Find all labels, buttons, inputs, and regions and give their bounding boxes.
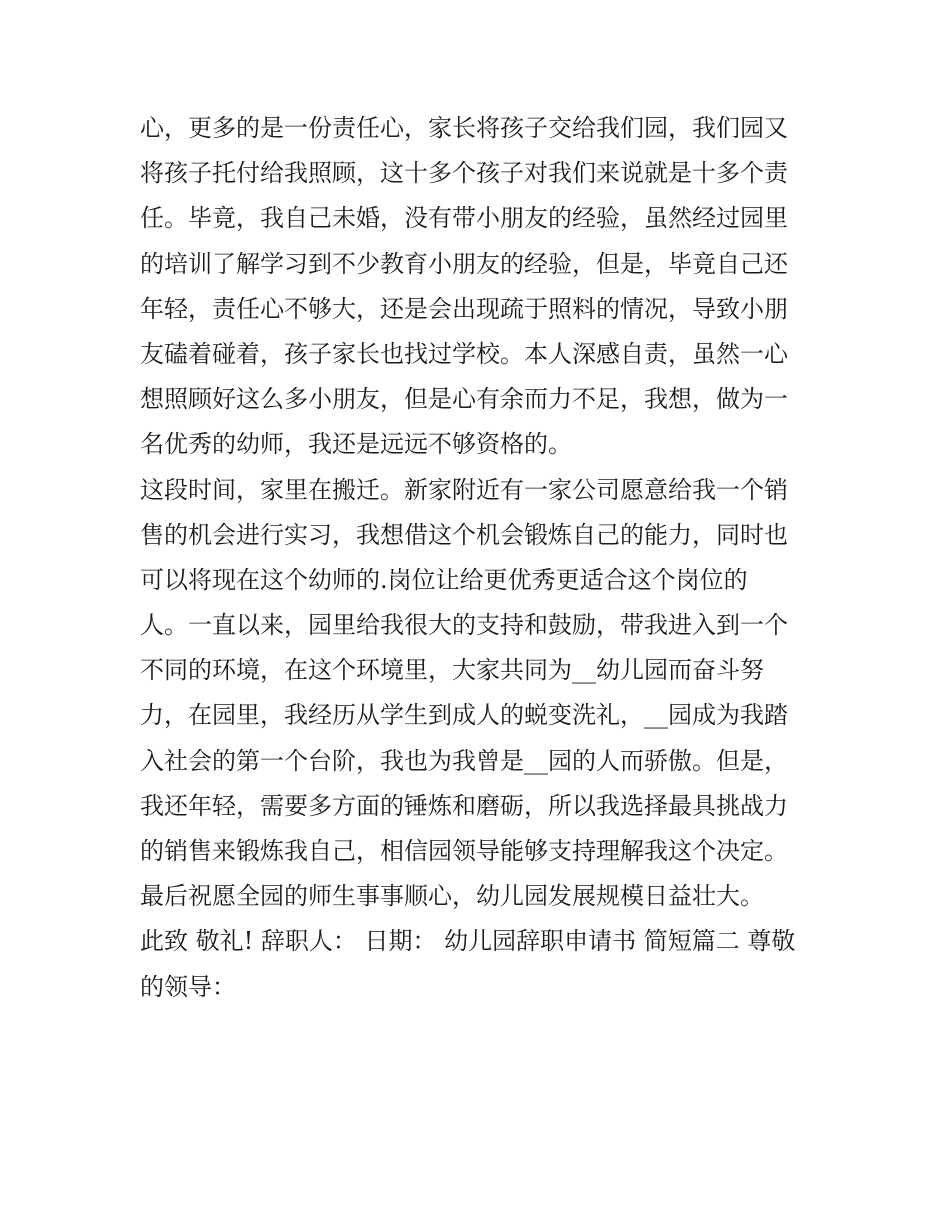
- text-line: 这段时间，家里在搬迁。新家附近有一家公司愿意给我一个销: [140, 475, 788, 504]
- text-line: 此致 敬礼! 辞职人： 日期： 幼儿园辞职申请书 简短篇二 尊敬: [140, 927, 796, 956]
- text-line: 的销售来锻炼我自己，相信园领导能够支持理解我这个决定。: [140, 837, 788, 865]
- text-line: 售的机会进行实习，我想借这个机会锻炼自己的能力，同时也: [140, 520, 788, 549]
- text-line: 最后祝愿全园的师生事事顺心，幼儿园发展规模日益壮大。: [140, 882, 764, 911]
- text-line: 将孩子托付给我照顾，这十多个孩子对我们来说就是十多个责: [140, 159, 788, 188]
- text-line: 年轻，责任心不够大，还是会出现疏于照料的情况，导致小朋: [140, 294, 788, 323]
- letter-body: [140, 106, 820, 1010]
- text-line: 不同的环境，在这个环境里，大家共同为__幼儿园而奋斗努: [140, 656, 764, 685]
- text-line: 我还年轻，需要多方面的锤炼和磨砺，所以我选择最具挑战力: [140, 791, 788, 820]
- text-line: 入社会的第一个台阶，我也为我曾是__园的人而骄傲。但是，: [140, 746, 788, 775]
- text-line: 力，在园里，我经历从学生到成人的蜕变洗礼，__园成为我踏: [140, 701, 788, 730]
- text-line: 想照顾好这么多小朋友，但是心有余而力不足，我想，做为一: [140, 385, 788, 414]
- text-line: 友磕着碰着，孩子家长也找过学校。本人深感自责，虽然一心: [140, 339, 788, 368]
- text-line: 名优秀的幼师，我还是远远不够资格的。: [140, 430, 572, 459]
- text-line: 可以将现在这个幼师的.岗位让给更优秀更适合这个岗位的: [140, 565, 748, 594]
- text-line: 任。毕竟，我自己未婚，没有带小朋友的经验，虽然经过园里: [140, 204, 788, 233]
- text-line: 心，更多的是一份责任心，家长将孩子交给我们园，我们园又: [140, 114, 788, 142]
- text-line: 的培训了解学习到不少教育小朋友的经验，但是，毕竟自己还: [140, 249, 788, 278]
- text-line: 的领导：: [140, 972, 236, 1001]
- text-line: 人。一直以来，园里给我很大的支持和鼓励，带我进入到一个: [140, 611, 788, 640]
